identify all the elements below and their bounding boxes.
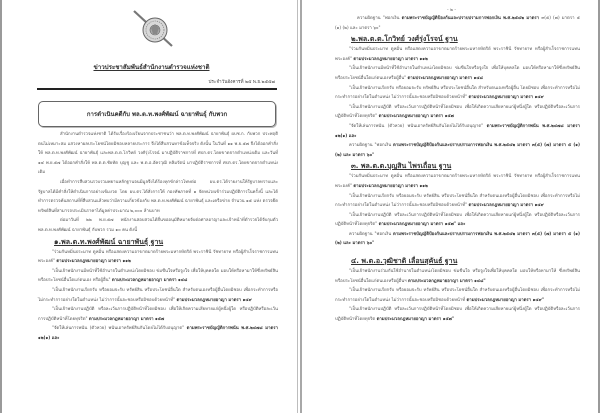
charge-item: "ร่วมกันหมิ่นประมาท ดูหมิ่น หรือแสดงความอาฆาตมาดร้ายพระมหากษัตริย์ พระราชินี รัชทายาท หรือผู้สำเร็จราชการแทนพระองค์" ตามประมวลกฎหมายอาญา มาตรา ๑๑๒ <box>38 249 278 265</box>
police-emblem-icon <box>128 8 178 50</box>
charge-item: "เป็นเจ้าพนักงานเรียกรับ หรือยอมจะรับ ทรัพย์สิน หรือประโยชน์อื่นใด สำหรับตนเองหรือผู้อื่นโดยมิชอบ เพื่อกระทำการหรือไม่กระทำการอย่างใดในตำแหน่ง ไม่ว่าการนั้นจะชอบหรือมิชอบด้วยหน้าที่" ตามประมวลกฎหมายอาญา มาตรา ๑๔๙ <box>335 193 580 209</box>
section-heading: ๒.พล.ต.ต.โกวิทย์ วงศ์รุ่งโรจน์ ฐาน <box>351 35 458 44</box>
section-heading: ๔. พ.ต.อ.วุฒิชาติ เลื่อนสุคันธ์ ฐาน <box>351 257 458 266</box>
charge-item: ความผิดฐาน "ฟอกเงิน ตามพระราชบัญญัติป้องกันและปราบปรามการฟอกเงิน พ.ศ.๒๕๔๒ มาตรา ๓(๕) (๗) มาตรา ๕ (๑) (๒) และ มาตรา ๖๐" <box>335 143 580 158</box>
section-heading: ๑.พล.ต.ท.พงศ์พัฒน์ ฉายาพันธุ์ ฐาน <box>54 237 164 246</box>
intro-paragraph: สำนักงานตำรวจแห่งชาติ ได้รับเรื่องร้องเรียนจากประชาชนว่า พล.ต.ท.พงศ์พัฒน์ ฉายาพันธุ์ ผบช.ก. กับพวก ประพฤติตนไม่เหมาะสม แสวงหาผลประโยชน์โดยมิชอบหลายประการ จึงได้สืบสวนหาข้อเท็จจริง ดังนั้น ในวันที่ ๑๑ พ.ย.๕๗ จึงได้ออกคำสั่งให้ พล.ต.ท.พงศ์พัฒน์ ฉายาพันธุ์ และพล.ต.ต.โกวิทย์ วงศ์รุ่งโรจน์ มาปฏิบัติราชการที่ ศปก.ตร.โดยขาดจากตำแหน่งเดิม และวันที่ ๑๔ พ.ย.๕๗ ได้ออกคำสั่งให้ พล.ต.ต.ชัยทัต บุญชู และ พ.ต.อ.อัครวุฒิ หลิมรัตน์ มาปฏิบัติราชการที่ ศปก.ตร.โดยขาดจากตำแหน่งเดิม <box>38 132 278 176</box>
page-2 <box>303 0 600 413</box>
intro-paragraph: เมื่อทำการสืบสวนรวบรวมพยานหลักฐานจนมีมูลจึงได้ร้องทุกข์กล่าวโทษต่อ ผบ.ตร.ได้รายงานให้รัฐบาลทราบและรัฐบาลได้มีคำสั่งให้ดำเนินการอย่างเข้มงวด โดย ผบ.ตร.ได้สั่งการให้ กองทัพภาคที่ ๑ จัดหน่วยเข้าร่วมปฏิบัติการในครั้งนี้ และได้ทำการตรวจค้นสถานที่ที่สืบสวนแล้วพบว่ามีความเกี่ยวข้องกับ พล.ต.ท.พงศ์พัฒน์ ฉายาพันธุ์ และเครือข่าย จำนวน ๑๕ แห่ง ตรวจยึดทรัพย์สินที่สามารถประเมินราคาได้มูลค่าประมาณ ๒,๐๐๐ ล้านบาท <box>38 179 278 214</box>
page-2-body <box>335 14 580 325</box>
charge-item: "เป็นเจ้าพนักงานมีหน้าที่ใช้อำนาจในตำแหน่งโดยมิชอบ ข่มขืนใจหรือจูงใจ เพื่อให้บุคคลใด มอบให้หรือหามาให้ซึ่งทรัพย์สิน หรือประโยชน์อื่นใดแก่ตนเองหรือผู้อื่น" ตามประมวลกฎหมายอาญา มาตรา ๑๔๘ <box>335 66 580 81</box>
intro-paragraph: ต่อมาวันที่ ๒๒ พ.ย.๕๗ พนักงานสอบสวนได้ยื่นขออนุมัติหมายจับต่อศาลอาญาและเจ้าหน้าที่ตำรวจได้จับกุมตัว พล.ต.ท.พงศ์พัฒน์ ฉายาพันธุ์ กับพวก รวม ๑๐ คน ดังนี้ <box>38 218 278 233</box>
charge-item: "เป็นเจ้าพนักงานเรียกรับ หรือยอมจะรับ ทรัพย์สิน หรือประโยชน์อื่นใด สำหรับตนเองหรือผู้อื่นโดยมิชอบ เพื่อกระทำการหรือไม่กระทำการอย่างใดในตำแหน่ง ไม่ว่าการนั้นจะชอบหรือมิชอบด้วยหน้าที่ ตามประมวลกฎหมายอาญา มาตรา ๑๔๙" <box>335 288 580 303</box>
charge-item: "เป็นเจ้าพนักงานเรียกรับ หรือยอมจะรับ ทรัพย์สิน หรือประโยชน์อื่นใด สำหรับตนเองหรือผู้อื่นโดยมิชอบ เพื่อกระทำการหรือไม่กระทำการอย่างใดในตำแหน่ง ไม่ว่าการนั้นจะชอบหรือมิชอบด้วยหน้าที่" ตามประมวลกฎหมายอาญา มาตรา ๑๔๙ <box>38 287 278 303</box>
charge-item: "เป็นเจ้าพนักงานร่วมกันใช้อำนาจในตำแหน่งโดยมิชอบ ข่มขืนใจ หรือจูงใจเพื่อให้บุคคลใด มอบให้หรือหามาให้ ซึ่งทรัพย์สินหรือประโยชน์อื่นใดแก่ตนเองหรือผู้อื่นฯ ตามประมวลกฎหมายอาญา มาตรา ๑๔๘" <box>335 269 580 284</box>
charge-item: "เป็นเจ้าพนักงานปฏิบัติ หรือละเว้นการปฏิบัติหน้าที่โดยมิชอบ เพื่อให้เกิดความเสียหายแก่ผู้หนึ่งผู้ใด หรือปฏิบัติหรือละเว้นการปฏิบัติหน้าที่โดยทุจริต" ตามประมวลกฎหมายอาญา มาตรา ๑๕๗ <box>38 307 278 322</box>
page-number: - ๒ - <box>446 8 457 13</box>
press-release-title: ข่าวประชาสัมพันธ์สำนักงานตำรวจแห่งชาติ <box>93 64 210 71</box>
charge-item: "จัดให้เล่นการพนัน (ตัวหวย) พนันเอาทรัพย์สินกันโดยไม่ได้รับอนุญาต" ตามพระราชบัญญัติการพนัน พ.ศ.๒๔๗๘ มาตรา ๑๒(๑) และ <box>335 123 580 139</box>
case-title-box <box>38 101 276 127</box>
charge-item: ความผิดฐาน "ฟอกเงิน ตามพระราชบัญญัติป้องกันและปราบปรามการฟอกเงิน พ.ศ.๒๕๔๒ มาตรา ๓(๕) (๗) มาตรา ๕ (๑) (๒) และ มาตรา ๖๐" <box>335 231 580 247</box>
charge-item: "เป็นเจ้าพนักงานปฏิบัติ หรือละเว้นการปฏิบัติหน้าที่โดยมิชอบ เพื่อให้เกิดความเสียหายแก่ผู้หนึ่งผู้ใด หรือปฏิบัติหรือละเว้นการปฏิบัติหน้าที่โดยทุจริต" ตามประมวลกฎหมายอาญา มาตรา ๑๕๗" และ <box>335 212 580 228</box>
section-heading: ๓. พล.ต.ต.บุญสิน ไพรเถื่อน ฐาน <box>351 162 452 171</box>
charge-item: "เป็นเจ้าพนักงานปฏิบัติ หรือละเว้นการปฏิบัติหน้าที่โดยมิชอบ เพื่อให้เกิดความเสียหายแก่ผู้หนึ่งผู้ใด หรือปฏิบัติหรือละเว้นการปฏิบัติหน้าที่โดยทุจริต ตามประมวลกฎหมายอาญา มาตรา ๑๕๗" <box>335 307 580 323</box>
charge-item: "ร่วมกันหมิ่นประมาท ดูหมิ่น หรือแสดงความอาฆาตมาดร้ายพระมหากษัตริย์ พระราชินี รัชทายาท หรือผู้สำเร็จราชการแทนพระองค์" ตามประมวลกฎหมายอาญา มาตรา ๑๑๒ <box>335 47 580 62</box>
charge-item: "ร่วมกันหมิ่นประมาท ดูหมิ่น หรือแสดงความอาฆาตมาดร้ายพระมหากษัตริย์ พระราชินี รัชทายาท หรือผู้สำเร็จราชการแทนพระองค์" ตามประมวลกฎหมายอาญา มาตรา ๑๑๒ <box>335 174 580 189</box>
case-title: การดำเนินคดีกับ พล.ต.ท.พงศ์พัฒน์ ฉายาพันธุ์ กับพวก <box>86 111 228 118</box>
charge-item: "เป็นเจ้าพนักงานมีหน้าที่ใช้อำนาจในตำแหน่งโดยมิชอบ ข่มขืนใจหรือจูงใจ เพื่อให้บุคคลใด มอบให้หรือหามาให้ซึ่งทรัพย์สิน หรือประโยชน์อื่นใดแก่ตนเอง หรือผู้อื่น" ตามประมวลกฎหมายอาญา มาตรา ๑๔๘ <box>38 268 278 284</box>
intro-body <box>38 130 278 343</box>
continuation-charge: ความผิดฐาน "ฟอกเงิน ตามพระราชบัญญัติป้องกันและปราบปรามการฟอกเงิน พ.ศ.๒๕๔๒ มาตรา ๓(๕) (๗) มาตรา ๕ (๑) (๒) และ มาตรา ๖๐" <box>335 16 580 31</box>
header-divider <box>37 88 277 90</box>
charge-item: "เป็นเจ้าพนักงานปฏิบัติ หรือละเว้นการปฏิบัติหน้าที่โดยมิชอบ เพื่อให้เกิดความเสียหายแก่ผู้หนึ่งผู้ใด หรือปฏิบัติหรือละเว้นการปฏิบัติหน้าที่โดยทุจริต" ตามประมวลกฎหมายอาญา มาตรา ๑๕๗ <box>335 104 580 120</box>
charge-item: "เป็นเจ้าพนักงานเรียกรับ หรือยอมจะรับ ทรัพย์สิน หรือประโยชน์อื่นใด สำหรับตนเองหรือผู้อื่น โดยมิชอบ เพื่อกระทำการหรือไม่กระทำการอย่างใดในตำแหน่ง ไม่ว่าการนั้นจะชอบหรือมิชอบด้วยหน้าที่" ตามประมวลกฎหมายอาญา มาตรา ๑๔๙ <box>335 85 580 101</box>
charge-item: "จัดให้เล่นการพนัน (ตัวหวย) พนันเอาทรัพย์สินกันโดยไม่ได้รับอนุญาต" ตามพระราชบัญญัติการพนัน พ.ศ.๒๔๗๘ มาตรา ๑๒(๑) และ <box>38 326 278 341</box>
page-1 <box>0 0 299 413</box>
release-date: ประจำวันอังคารที่ ๒๕ พ.ย.๒๕๕๗ <box>208 80 275 85</box>
